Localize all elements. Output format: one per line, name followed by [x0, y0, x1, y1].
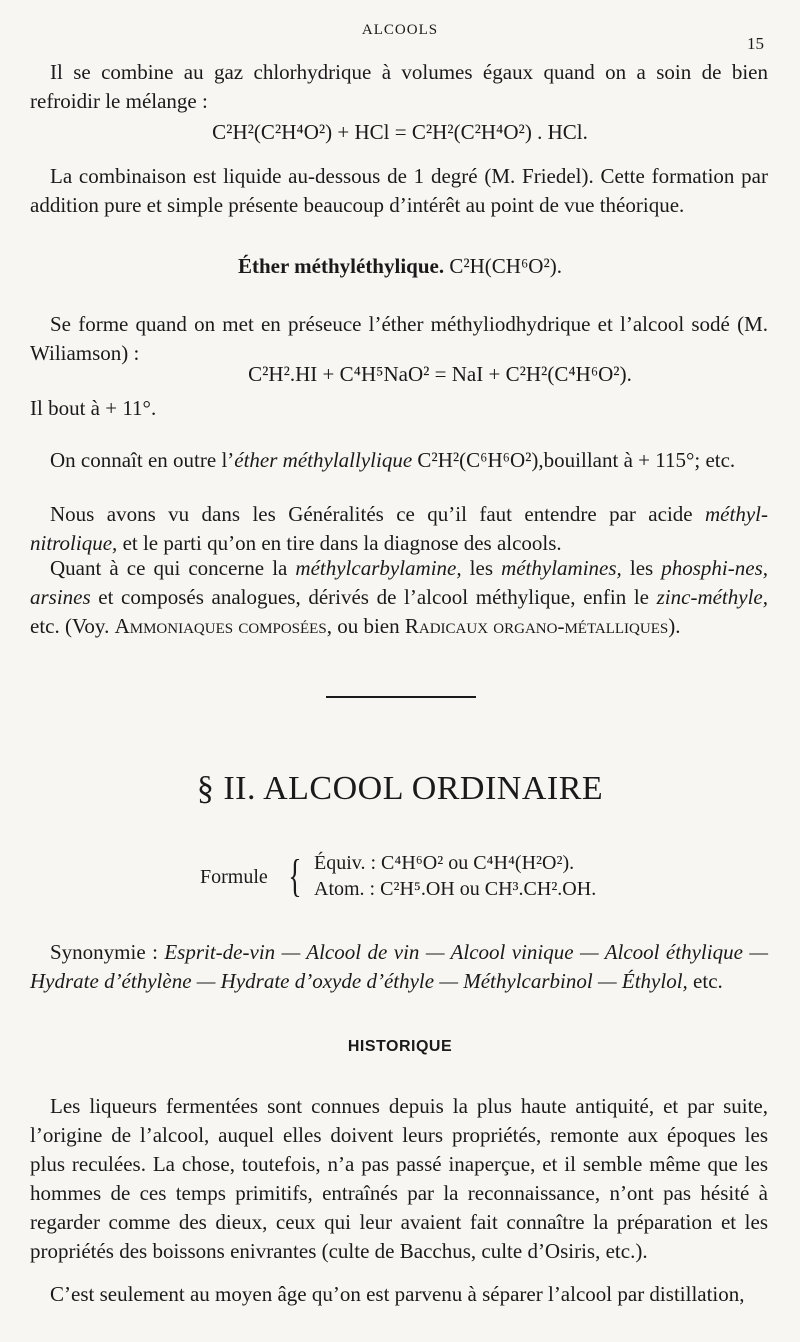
formula-equiv: Équiv. : C⁴H⁶O² ou C⁴H⁴(H²O²). [314, 852, 575, 874]
text-span: Quant à ce qui concerne la [50, 556, 296, 580]
formula-rows [314, 850, 596, 902]
term-italic: méthylcarbylamine, [295, 556, 462, 580]
text-span: et le parti qu’on en tire dans la diagnose des alcools. [117, 531, 562, 555]
section-title: § II. ALCOOL ORDINAIRE [196, 770, 604, 807]
text-span: les [461, 556, 502, 580]
brace-symbol: { [288, 850, 302, 901]
page-number: 15 [747, 34, 764, 53]
term-italic: zinc-méthyle, [656, 585, 768, 609]
ether-name-italic: éther méthylallylique [234, 448, 413, 472]
synonym-list: Esprit-de-vin — Alcool de vin — Alcool vinique — Alcool éthylique — Hydrate d’éthylène — Hydrate d’oxyde d’éthyle — Méthylcarbinol — Éthylol, [30, 940, 768, 993]
term-italic: méthyl-nitrolique, [30, 502, 768, 555]
ether-heading-title: Éther méthyléthylique. [237, 254, 445, 278]
text-span: etc. [687, 969, 723, 993]
text-span: etc. (Voy. [30, 614, 115, 638]
text-span: les [621, 556, 662, 580]
text-span: et composés analogues, dérivés de l’alcool méthylique, enfin le [90, 585, 657, 609]
paragraph-combine: Il se combine au gaz chlorhydrique à volumes égaux quand on a soin de bien refroidir le mélange : [30, 60, 768, 113]
paragraph-quant [30, 554, 768, 641]
formula-label: Formule [200, 866, 268, 888]
paragraph-forme: Se forme quand on met en préseuce l’éther méthyliodhydrique et l’alcool sodé (M. Wiliamson) : [30, 312, 768, 365]
paragraph-moyen-age: C’est seulement au moyen âge qu’on est parvenu à séparer l’alcool par distillation, [50, 1282, 745, 1306]
paragraph-synonymie [30, 938, 768, 996]
paragraph-bout: Il bout à + 11°. [30, 396, 157, 420]
formula-atom: Atom. : C²H⁵.OH ou CH³.CH².OH. [314, 878, 597, 900]
paragraph-liqueurs: Les liqueurs fermentées sont connues depuis la plus haute antiquité, et par suite, l’origine de l’alcool, auquel elles doivent leurs propriétés, remonte aux époques les plus reculées. La chose, toutefois, n’a pas passé inaperçue, et il semble même que les hommes de ces temps primitifs, entraînés par la reconnaissance, n’ont pas hésité à regarder comme des dieux, ceux qui leur avaient fait connaître la préparation et les propriétés des boissons enivrantes (culte de Bacchus, culte d’Osiris, etc.). [30, 1094, 768, 1263]
section-divider [326, 696, 476, 698]
text-span: On connaît en outre l’ [50, 448, 235, 472]
term-italic: méthylamines, [501, 556, 622, 580]
cross-reference: Radicaux organo-métalliques [404, 614, 669, 638]
ether-heading-formula: C²H(CH⁶O²). [449, 254, 563, 278]
historique-heading: HISTORIQUE [347, 1038, 453, 1055]
text-span: Nous avons vu dans les Généralités ce qu’il faut entendre par acide [50, 502, 706, 526]
equation-hcl: C²H²(C²H⁴O²) + HCl = C²H²(C²H⁴O²) . HCl. [212, 120, 588, 144]
paragraph-nitrolique [30, 500, 768, 558]
text-span: ou bien [331, 614, 405, 638]
text-span: ). [668, 614, 681, 638]
term-italic: phosphi-nes, arsines [30, 556, 768, 609]
paragraph-methylallylique [30, 446, 768, 475]
cross-reference: Ammoniaques composées, [114, 614, 332, 638]
running-head: ALCOOLS [361, 22, 439, 38]
text-span: C²H²(C⁶H⁶O²),bouillant à + 115°; etc. [412, 448, 736, 472]
paragraph-combinaison: La combinaison est liquide au-dessous de 1 degré (M. Friedel). Cette formation par addition pure et simple présente beaucoup d’intérêt au point de vue théorique. [30, 164, 768, 217]
synonymie-label: Synonymie : [50, 940, 165, 964]
equation-williamson: C²H².HI + C⁴H⁵NaO² = NaI + C²H²(C⁴H⁶O²). [248, 362, 632, 386]
ether-heading [0, 254, 800, 279]
